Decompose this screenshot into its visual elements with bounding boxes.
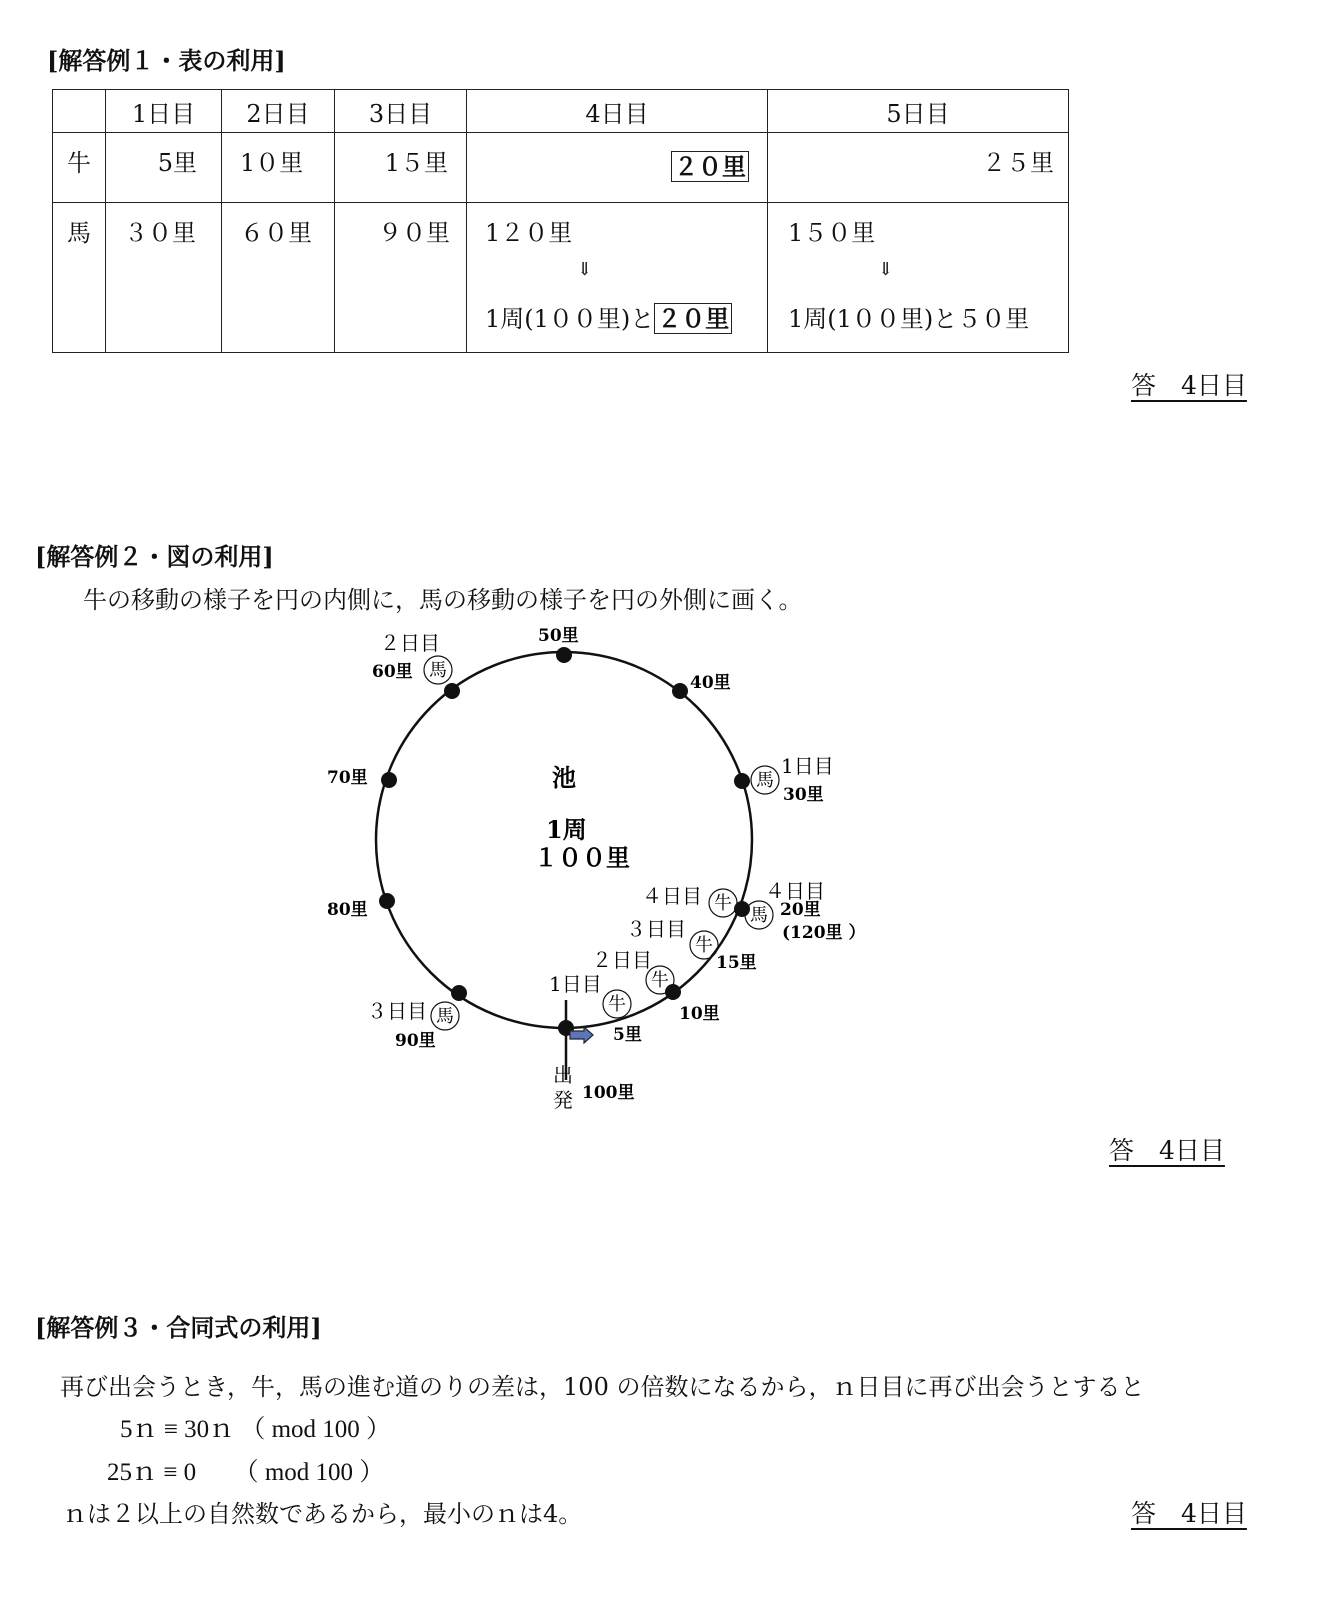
section1-heading: [解答例１・表の利用] [47,46,286,75]
horse-day2-glyph: 馬 [429,660,447,681]
horse-day5-lap: 1周(1００里)と５０里 [788,305,1030,333]
travel-table [52,89,1069,353]
horse-day4-lap [485,299,732,334]
cow-day2: 1０里 [222,133,335,203]
cow-day1-glyph: 牛 [608,994,626,1015]
horse-day4-lap-prefix: 1周(1００里)と [485,305,655,333]
section3-intro: 再び出会うとき，牛，馬の進む道のりの差は，100 の倍数になるから，ｎ日目に再び出会うとすると [60,1373,1145,1401]
label-90: 90里 [395,1031,436,1051]
section3-answer: 答 4日目 [1131,1499,1247,1528]
horse-day4-label: ４日目 [765,879,825,903]
horse-day1-glyph: 馬 [756,770,774,791]
label-80: 80里 [327,900,368,920]
table-header-day3: 3日目 [335,90,467,133]
row-label-cow: 牛 [53,133,106,203]
label-10: 10里 [679,1004,720,1024]
section2-answer: 答 4日目 [1109,1136,1225,1165]
cow-day2-label: ２日目 [592,948,652,972]
dot-80 [379,893,395,909]
cow-day4-meeting-box: ２０里 [671,151,749,182]
table-header-day4: 4日目 [467,90,768,133]
label-70: 70里 [327,768,368,788]
cow-day3: 1５里 [335,133,467,203]
horse-day1: ３０里 [106,203,222,353]
section3-heading: [解答例３・合同式の利用] [35,1313,322,1342]
horse-day5-cell [768,203,1069,353]
horse-day3-glyph: 馬 [436,1006,454,1027]
start-label-2: 発 [553,1088,573,1112]
cow-day4-label: ４日目 [642,884,702,908]
label-60: 60里 [372,662,413,682]
table-row-cow [53,133,1069,203]
table-corner-cell [53,90,106,133]
equation-1: 5ｎ ≡ 30ｎ （ mod 100 ） [120,1416,392,1443]
horse-day5-total: 1５０里 [788,219,876,247]
dot-50 [556,647,572,663]
cow-day2-glyph: 牛 [651,970,669,991]
horse-day4-total: 1２０里 [485,219,573,247]
label-5: 5里 [613,1025,642,1045]
table-header-day1: 1日目 [106,90,222,133]
table-header-day5: 5日目 [768,90,1069,133]
cow-day3-glyph: 牛 [695,935,713,956]
equation-2: 25ｎ ≡ 0 （ mod 100 ） [107,1459,385,1486]
pond-label: 池 [552,763,576,792]
dot-30 [734,773,750,789]
table-header-day2: 2日目 [222,90,335,133]
start-label-1: 出 [553,1063,573,1087]
horse-day4-cell [467,203,768,353]
horse-day5-arrow: ⇓ [878,259,894,280]
horse-day4-glyph: 馬 [750,905,768,926]
cow-day5: ２５里 [768,133,1069,203]
lap-label: 1周 [546,815,587,844]
row-label-horse: 馬 [53,203,106,353]
dot-40 [672,683,688,699]
cow-day1: 5里 [106,133,222,203]
label-15: 15里 [716,953,757,973]
table-header-row [53,90,1069,133]
horse-day2: ６０里 [222,203,335,353]
cow-day4-cell [467,133,768,203]
section3-conclusion: ｎは２以上の自然数であるから，最小のｎは4。 [63,1500,583,1528]
label-20: 20里 [780,900,821,920]
horse-day3: ９０里 [335,203,467,353]
label-120: (120里 ） [782,923,866,943]
cow-day4-glyph: 牛 [714,893,732,914]
horse-day4-meeting-box: ２０里 [654,303,732,334]
lap-length-label: １００里 [534,843,630,872]
dot-70 [381,772,397,788]
dot-90 [451,985,467,1001]
section2-intro: 牛の移動の様子を円の内側に，馬の移動の様子を円の外側に画く。 [83,586,803,614]
label-50: 50里 [538,626,579,646]
table-row-horse [53,203,1069,353]
section2-heading: [解答例２・図の利用] [35,542,274,571]
horse-day2-label: ２日目 [380,631,440,655]
section1-answer: 答 4日目 [1131,371,1247,400]
label-40: 40里 [690,673,731,693]
label-100: 100里 [582,1083,635,1103]
horse-day3-label: ３日目 [367,999,427,1023]
cow-day3-label: ３日目 [626,917,686,941]
dot-60 [444,683,460,699]
label-30: 30里 [783,785,824,805]
pond-diagram [300,615,900,1125]
horse-day4-arrow: ⇓ [577,259,593,280]
horse-day1-label: 1日目 [781,754,834,778]
cow-day1-label: 1日目 [549,972,602,996]
